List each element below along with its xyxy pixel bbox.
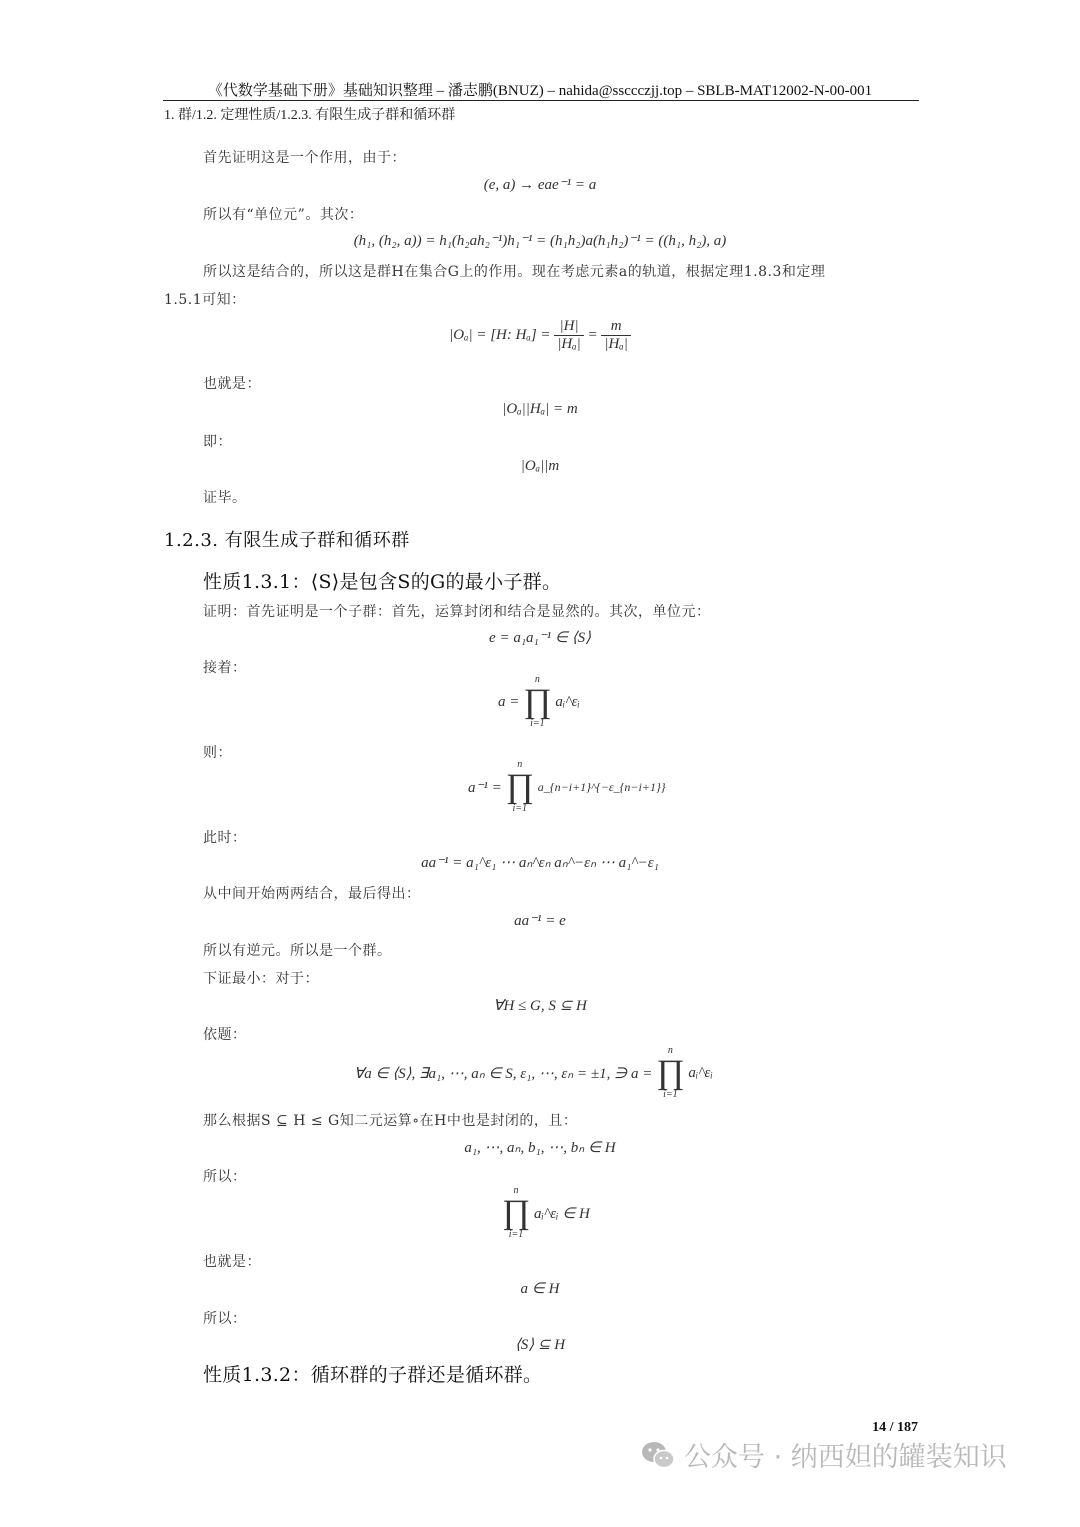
property-1-3-2: 性质1.3.2：循环群的子群还是循环群。 <box>203 1364 543 1386</box>
eq7-lower-limit: i=1 <box>530 718 545 729</box>
paragraph-18: 所以： <box>203 1311 247 1327</box>
eq8-term: a_{n−i+1}^{−ε_{n−i+1}} <box>537 779 666 794</box>
paragraph-14: 依题： <box>203 1027 247 1043</box>
eq7-left: a = <box>498 693 520 710</box>
paragraph-9: 则： <box>203 745 232 761</box>
eq12-term: aᵢ^εᵢ <box>688 1064 713 1081</box>
paragraph-12: 所以有逆元。所以是一个群。 <box>203 943 392 959</box>
paragraph-7: 证明：首先证明是一个子群：首先，运算封闭和结合是显然的。其次，单位元： <box>203 604 711 620</box>
paragraph-8: 接着： <box>203 660 247 676</box>
property-1-3-1: 性质1.3.1：⟨S⟩是包含S的G的最小子群。 <box>203 571 562 593</box>
eq14-upper-limit: n <box>513 1185 519 1196</box>
equation-6: e = a₁a₁⁻¹ ∈ ⟨S⟩ <box>489 630 591 646</box>
eq3-equals: = <box>587 326 598 343</box>
eq3-denominator-2: |Hₐ| <box>604 336 628 352</box>
eq3-denominator-1: |Hₐ| <box>557 336 581 352</box>
watermark-text: 公众号 · 纳西妲的罐装知识 <box>684 1442 1007 1473</box>
header-rule <box>163 100 919 101</box>
equation-9: aa⁻¹ = a₁^ε₁ ⋯ aₙ^εₙ aₙ^−εₙ ⋯ a₁^−ε₁ <box>421 855 659 871</box>
paragraph-17: 也就是： <box>203 1254 261 1270</box>
watermark <box>640 1435 1007 1474</box>
equation-15: a ∈ H <box>520 1281 560 1297</box>
eq14-product-symbol: ∏ <box>502 1194 530 1231</box>
equation-13: a₁, ⋯, aₙ, b₁, ⋯, bₙ ∈ H <box>464 1140 616 1156</box>
breadcrumb: 1. 群/1.2. 定理性质/1.2.3. 有限生成子群和循环群 <box>164 108 456 123</box>
paragraph-15: 那么根据S ⊆ H ≤ G知二元运算∘在H中也是封闭的，且： <box>203 1113 578 1129</box>
eq8-left: a⁻¹ = <box>468 779 502 796</box>
equation-16: ⟨S⟩ ⊆ H <box>514 1337 566 1353</box>
eq8-upper-limit: n <box>517 759 523 770</box>
equation-4: |Oₐ||Hₐ| = m <box>502 401 578 417</box>
eq12-product <box>656 1046 684 1100</box>
eq3-numerator-2: m <box>601 318 630 336</box>
eq3-left: |Oₐ| = [H: Hₐ] = <box>449 326 551 343</box>
wechat-icon <box>640 1440 676 1470</box>
eq7-product-symbol: ∏ <box>523 683 552 720</box>
paragraph-16: 所以： <box>203 1169 247 1185</box>
eq14-term: aᵢ^εᵢ ∈ H <box>534 1205 590 1222</box>
equation-10: aa⁻¹ = e <box>514 913 566 929</box>
equation-7 <box>498 675 580 729</box>
paragraph-2: 所以有“单位元”。其次： <box>203 207 364 223</box>
paragraph-10: 此时： <box>203 830 247 846</box>
equation-12 <box>354 1046 713 1100</box>
paragraph-5: 即： <box>203 434 232 450</box>
paragraph-3a: 所以这是结合的，所以这是群H在集合G上的作用。现在考虑元素a的轨道，根据定理1.8.3和定理 <box>203 264 826 280</box>
eq14-lower-limit: i=1 <box>508 1229 524 1240</box>
equation-1: (e, a) → eae⁻¹ = a <box>483 177 597 193</box>
eq12-lower-limit: i=1 <box>663 1089 678 1100</box>
eq14-product <box>502 1186 530 1240</box>
eq3-numerator-1: |H| <box>554 318 583 336</box>
eq7-term: aᵢ^εᵢ <box>555 693 580 710</box>
eq12-product-symbol: ∏ <box>656 1054 685 1091</box>
paragraph-6: 证毕。 <box>203 490 247 506</box>
equation-8 <box>468 760 666 814</box>
eq8-product <box>506 760 534 814</box>
eq12-upper-limit: n <box>667 1045 673 1056</box>
paragraph-4: 也就是： <box>203 376 261 392</box>
equation-14 <box>502 1186 590 1240</box>
paragraph-1: 首先证明这是一个作用，由于： <box>203 150 406 166</box>
eq7-product <box>523 675 551 729</box>
equation-3 <box>0 318 1080 353</box>
eq12-left: ∀a ∈ ⟨S⟩, ∃a₁, ⋯, aₙ ∈ S, ε₁, ⋯, εₙ = ±1, ∋ a = <box>354 1065 653 1082</box>
equation-2: (h₁, (h₂, a)) = h₁(h₂ah₂⁻¹)h₁⁻¹ = (h₁h₂)a(h₁h₂)⁻¹ = ((h₁, h₂), a) <box>353 233 727 249</box>
eq8-lower-limit: i=1 <box>512 803 528 814</box>
equation-11: ∀H ≤ G, S ⊆ H <box>493 998 587 1014</box>
page-number: 14 / 187 <box>872 1420 918 1435</box>
paragraph-3b: 1.5.1可知： <box>164 292 246 308</box>
section-heading: 1.2.3. 有限生成子群和循环群 <box>164 530 410 551</box>
eq7-upper-limit: n <box>534 674 540 685</box>
eq3-fraction-2 <box>601 318 630 353</box>
equation-5: |Oₐ||m <box>520 458 560 474</box>
eq3-fraction-1 <box>554 318 583 353</box>
paragraph-11: 从中间开始两两结合，最后得出： <box>203 886 421 902</box>
paragraph-13: 下证最小：对于： <box>203 971 319 987</box>
eq8-product-symbol: ∏ <box>505 768 534 805</box>
running-header: 《代数学基础下册》基础知识整理 – 潘志鹏(BNUZ) – nahida@ssccczjj.top – SBLB-MAT12002-N-00-001 <box>207 83 873 99</box>
